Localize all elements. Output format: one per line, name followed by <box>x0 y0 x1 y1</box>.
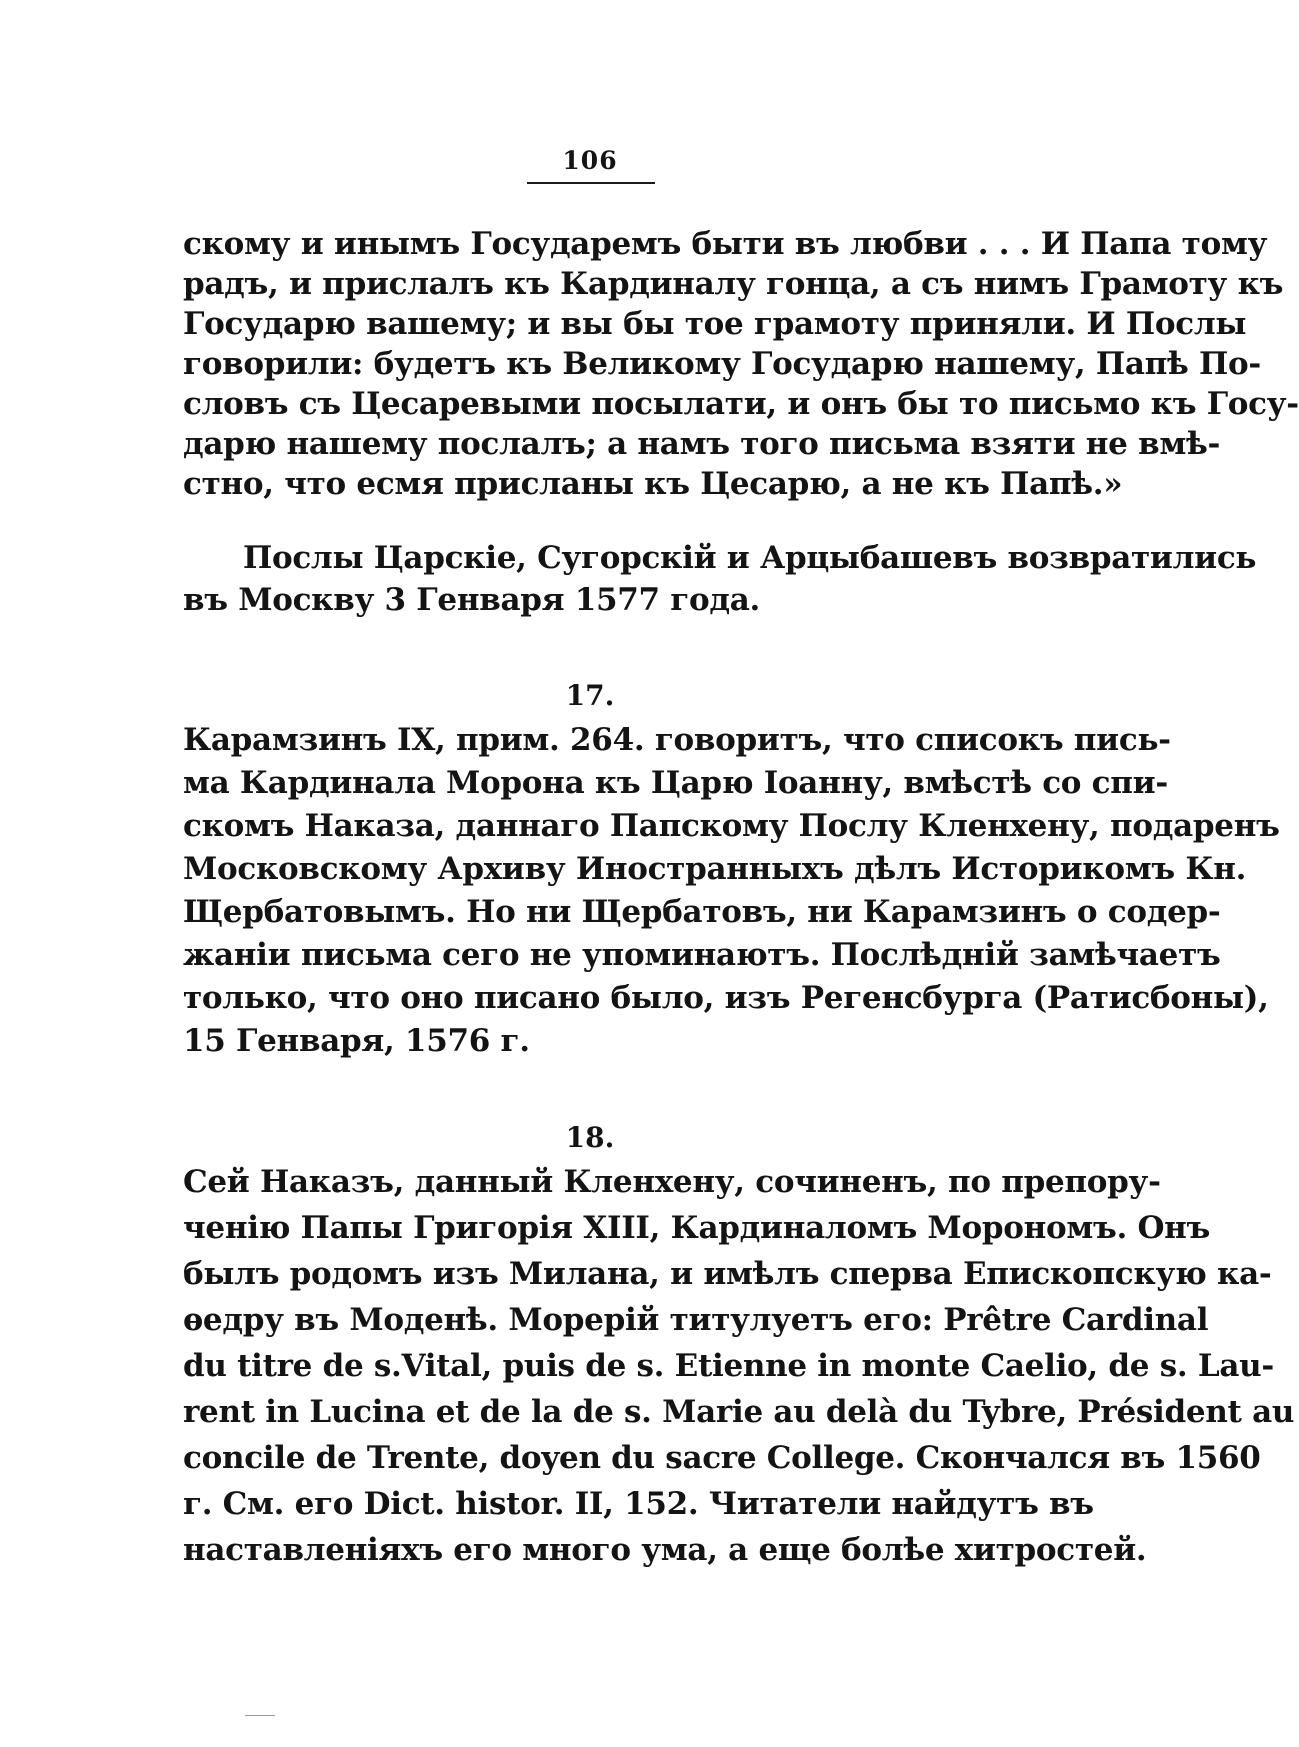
text-line: Московскому Архиву Иностранныхъ дѣлъ Историкомъ Кн. <box>183 851 1247 887</box>
text-line: радъ, и прислалъ къ Кардиналу гонца, а съ нимъ Грамоту къ <box>183 266 1284 302</box>
text-line: ѳедру въ Моденѣ. Морерій титулуетъ его: Prêtre Cardinal <box>183 1302 1209 1338</box>
header-rule <box>527 182 655 184</box>
text-line: дарю нашему послалъ; а намъ того письма взяти не вмѣ- <box>183 426 1221 462</box>
section-number-17: 17. <box>565 679 615 712</box>
text-line: ма Кардинала Морона къ Царю Іоанну, вмѣстѣ со спи- <box>183 765 1168 801</box>
text-line: былъ родомъ изъ Милана, и имѣлъ сперва Епископскую ка- <box>183 1256 1272 1292</box>
text-line: Сей Наказъ, данный Кленхену, сочиненъ, по препору- <box>183 1164 1161 1200</box>
page-number: 106 <box>562 146 618 175</box>
text-line: въ Москву 3 Генваря 1577 года. <box>183 582 761 618</box>
text-line: только, что оно писано было, изъ Регенсбурга (Ратисбоны), <box>183 980 1269 1016</box>
bottom-mark <box>245 1715 275 1716</box>
text-line: говорили: будетъ къ Великому Государю нашему, Папѣ По- <box>183 346 1261 382</box>
text-line: concile de Trente, doyen du sacre College. Скончался въ 1560 <box>183 1440 1261 1476</box>
text-line: 15 Генваря, 1576 г. <box>183 1023 530 1059</box>
text-line: ченію Папы Григорія XIII, Кардиналомъ Морономъ. Онъ <box>183 1210 1211 1246</box>
text-line: жаніи письма сего не упоминаютъ. Послѣдній замѣчаетъ <box>183 937 1221 973</box>
text-line: du titre de s.Vital, puis de s. Etienne in monte Caelio, de s. Lau- <box>183 1348 1274 1384</box>
text-line: словъ съ Цесаревыми посылати, и онъ бы то письмо къ Госу- <box>183 386 1299 422</box>
text-line: скому и инымъ Государемъ быти въ любви . . . И Папа тому <box>183 226 1268 262</box>
text-line: г. См. его Dict. histor. II, 152. Читатели найдутъ въ <box>183 1486 1094 1522</box>
text-line: наставленіяхъ его много ума, а еще болѣе хитростей. <box>183 1532 1147 1568</box>
text-line: rent in Lucina et de la de s. Marie au delà du Tybre, Président au <box>183 1394 1295 1430</box>
text-line: Щербатовымъ. Но ни Щербатовъ, ни Карамзинъ о содер- <box>183 894 1221 930</box>
text-line: Послы Царскіе, Сугорскій и Арцыбашевъ возвратились <box>243 540 1257 576</box>
text-line: Карамзинъ IX, прим. 264. говоритъ, что списокъ пись- <box>183 722 1171 758</box>
text-line: Государю вашему; и вы бы тое грамоту приняли. И Послы <box>183 306 1247 342</box>
text-line: скомъ Наказа, даннаго Папскому Послу Кленхену, подаренъ <box>183 808 1280 844</box>
section-number-18: 18. <box>565 1121 615 1154</box>
text-line: стно, что есмя присланы къ Цесарю, а не къ Папѣ.» <box>183 466 1123 502</box>
